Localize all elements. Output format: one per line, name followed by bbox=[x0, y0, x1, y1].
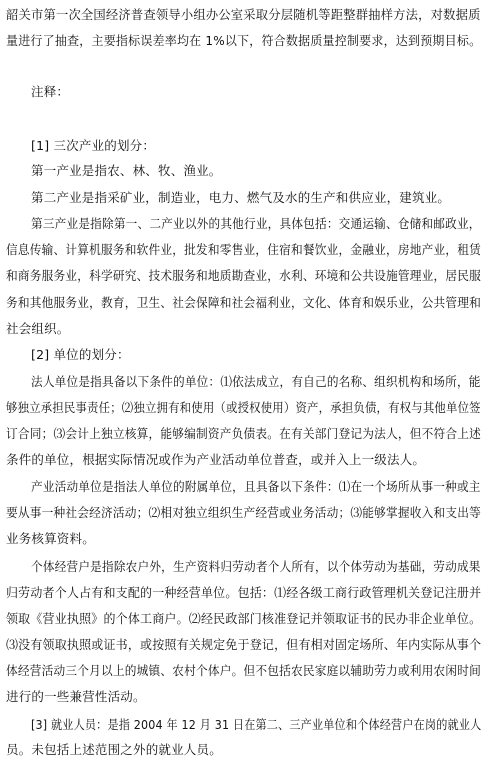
text-line: 务和其他服务业，教育，卫生、社会保障和社会福利业，文化、体育和娱乐业，公共管理和 bbox=[6, 295, 481, 310]
text-line: 韶关市第一次全国经济普查领导小组办公室采取分层随机等距整群抽样方法，对数据质 bbox=[6, 7, 481, 22]
text-line: 和商务服务业，科学研究、技术服务和地质勘查业，水利、环境和公共设施管理业，居民服 bbox=[6, 268, 481, 283]
text-line: 订合同；⑶会计上独立核算，能够编制资产负债表。在有关部门登记为法人，但不符合上述 bbox=[6, 426, 481, 441]
notes-heading: 注释： bbox=[31, 84, 70, 99]
text-line: 要从事一种社会经济活动；⑵相对独立组织生产经营或业务活动；⑶能够掌握收入和支出等 bbox=[6, 505, 481, 520]
text-line: [3] 就业人员：是指 2004 年 12 月 31 日在第二、三产业单位和个体经营户在岗的就业人 bbox=[31, 717, 482, 732]
text-line: 个体经营户是指除农户外，生产资料归劳动者个人所有，以个体劳动为基础，劳动成果 bbox=[31, 559, 481, 574]
text-line: 领取《营业执照》的个体工商户。⑵经民政部门核准登记并领取证书的民办非企业单位。 bbox=[6, 611, 482, 626]
text-line: 够独立承担民事责任；⑵独立拥有和使用（或授权使用）资产，承担负债，有权与其他单位签 bbox=[6, 400, 481, 415]
text-line: 量进行了抽查，主要指标误差率均在 1%以下，符合数据质量控制要求，达到预期目标。 bbox=[6, 33, 482, 48]
text-line: 体经营活动三个月以上的城镇、农村个体户。但不包括农民家庭以辅助劳力或利用农闲时间 bbox=[6, 663, 481, 678]
text-line: 第三产业是指除第一、二产业以外的其他行业，具体包括：交通运输、仓储和邮政业， bbox=[31, 216, 481, 231]
text-line: 条件的单位，根据实际情况或作为产业活动单位普查，或并入上一级法人。 bbox=[6, 452, 426, 467]
text-line: 法人单位是指具备以下条件的单位：⑴依法成立，有自己的名称、组织机构和场所，能 bbox=[31, 374, 481, 389]
text-line: 进行的一些兼营性活动。 bbox=[6, 689, 146, 704]
text-line: 业务核算资料。 bbox=[6, 531, 95, 546]
text-line: 产业活动单位是指法人单位的附属单位，且具备以下条件：⑴在一个场所从事一种或主 bbox=[31, 479, 481, 494]
section-heading-unit-division: [2] 单位的划分： bbox=[31, 347, 130, 362]
text-line: 社会组织。 bbox=[6, 321, 70, 336]
paragraph-primary-industry: 第一产业是指农、林、牧、渔业。 bbox=[31, 163, 222, 178]
text-line: 归劳动者个人占有和支配的一种经营单位。包括：⑴经各级工商行政管理机关登记注册并 bbox=[6, 585, 482, 600]
text-line: 员。未包括上述范围之外的就业人员。 bbox=[6, 742, 222, 757]
paragraph-secondary-industry: 第二产业是指采矿业，制造业，电力、燃气及水的生产和供应业，建筑业。 bbox=[31, 190, 451, 205]
text-line: 信息传输、计算机服务和软件业，批发和零售业，住宿和餐饮业，金融业，房地产业，租赁 bbox=[6, 242, 481, 257]
section-heading-industry-division: [1] 三次产业的划分： bbox=[31, 138, 156, 153]
text-line: ⑶没有领取执照或证书，或按照有关规定免于登记，但有相对固定场所、年内实际从事个 bbox=[6, 637, 482, 652]
